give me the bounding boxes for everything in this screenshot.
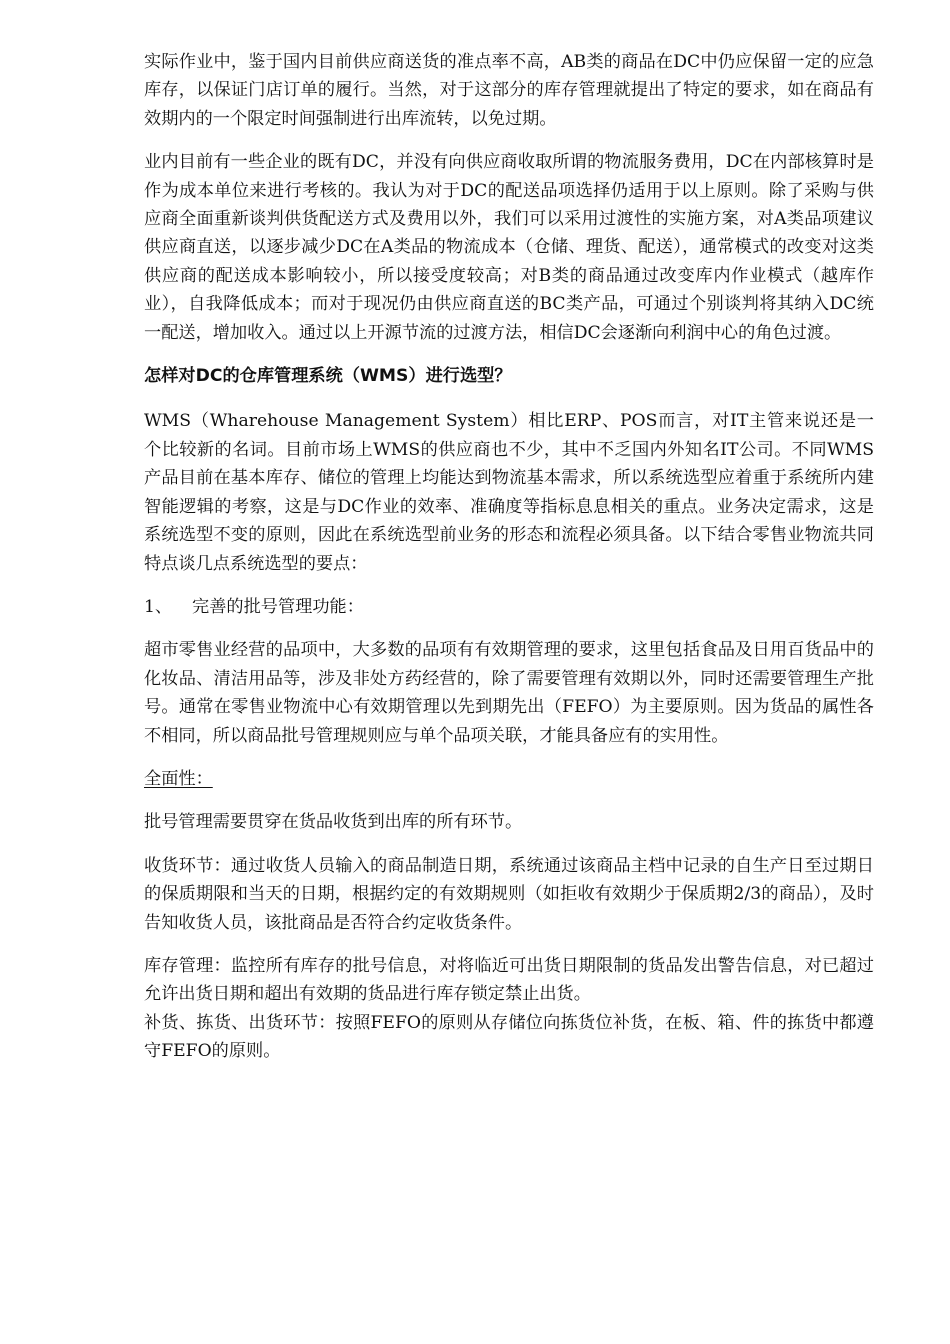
paragraph-dc-cost-transition: 业内目前有一些企业的既有DC，并没有向供应商收取所谓的物流服务费用，DC在内部核算时是作为成本单位来进行考核的。我认为对于DC的配送品项选择仍适用于以上原则。除了采购与供应商全面重新谈判供货配送方式及费用以外，我们可以采用过渡性的实施方案，对A类品项建议供应商直送，以逐步减少DC在A类品的物流成本（仓储、理货、配送），通常模式的改变对这类供应商的配送成本影响较小，所以接受度较高；对B类的商品通过改变库内作业模式（越库作业），自我降低成本；而对于现况仍由供应商直送的BC类产品，可通过个别谈判将其纳入DC统一配送，增加收入。通过以上开源节流的过渡方法，相信DC会逐渐向利润中心的角色过渡。: [144, 152, 874, 343]
subheading-comprehensive: [144, 765, 874, 793]
document-page: [144, 48, 874, 1081]
paragraph-inventory-management: 库存管理：监控所有库存的批号信息，对将临近可出货日期限制的货品发出警告信息，对已超过允许出货日期和超出有效期的货品进行库存锁定禁止出货。: [144, 955, 874, 1005]
subheading-label: 全面性：: [144, 768, 213, 789]
list-item-text: 完善的批号管理功能：: [192, 596, 364, 617]
paragraph-wms-intro: WMS（Wharehouse Management System）相比ERP、POS而言，对IT主管来说还是一个比较新的名词。目前市场上WMS的供应商也不少，其中不乏国内外知名IT公司。不同WMS产品目前在基本库存、储位的管理上均能达到物流基本需求，所以系统选型应着重于系统所内建智能逻辑的考察，这是与DC作业的效率、准确度等指标息息相关的重点。业务决定需求，这是系统选型不变的原则，因此在系统选型前业务的形态和流程必须具备。以下结合零售业物流共同特点谈几点系统选型的要点：: [144, 411, 874, 574]
paragraph-batch-expiry: 超市零售业经营的品项中，大多数的品项有有效期管理的要求，这里包括食品及日用百货品中的化妆品、清洁用品等，涉及非处方药经营的，除了需要管理有效期以外，同时还需要管理生产批号。通常在零售业物流中心有效期管理以先到期先出（FEFO）为主要原则。因为货品的属性各不相同，所以商品批号管理规则应与单个品项关联，才能具备应有的实用性。: [144, 640, 874, 746]
list-item-batch-management: [144, 593, 874, 621]
list-number: 1、: [144, 596, 173, 617]
paragraph-emergency-stock: 实际作业中，鉴于国内目前供应商送货的准点率不高，AB类的商品在DC中仍应保留一定的应急库存，以保证门店订单的履行。当然，对于这部分的库存管理就提出了特定的要求，如在商品有效期内的一个限定时间强制进行出库流转，以免过期。: [144, 52, 874, 129]
paragraph-batch-all-steps: 批号管理需要贯穿在货品收货到出库的所有环节。: [144, 812, 523, 833]
paragraph-replenish-pick-ship: 补货、拣货、出货环节：按照FEFO的原则从存储位向拣货位补货，在板、箱、件的拣货中都遵守FEFO的原则。: [144, 1012, 874, 1062]
paragraph-receiving: 收货环节：通过收货人员输入的商品制造日期，系统通过该商品主档中记录的自生产日至过期日的保质期限和当天的日期，根据约定的有效期规则（如拒收有效期少于保质期2/3的商品），及时告知收货人员，该批商品是否符合约定收货条件。: [144, 855, 874, 933]
section-heading-wms-selection: 怎样对DC的仓库管理系统（WMS）进行选型？: [144, 366, 512, 387]
